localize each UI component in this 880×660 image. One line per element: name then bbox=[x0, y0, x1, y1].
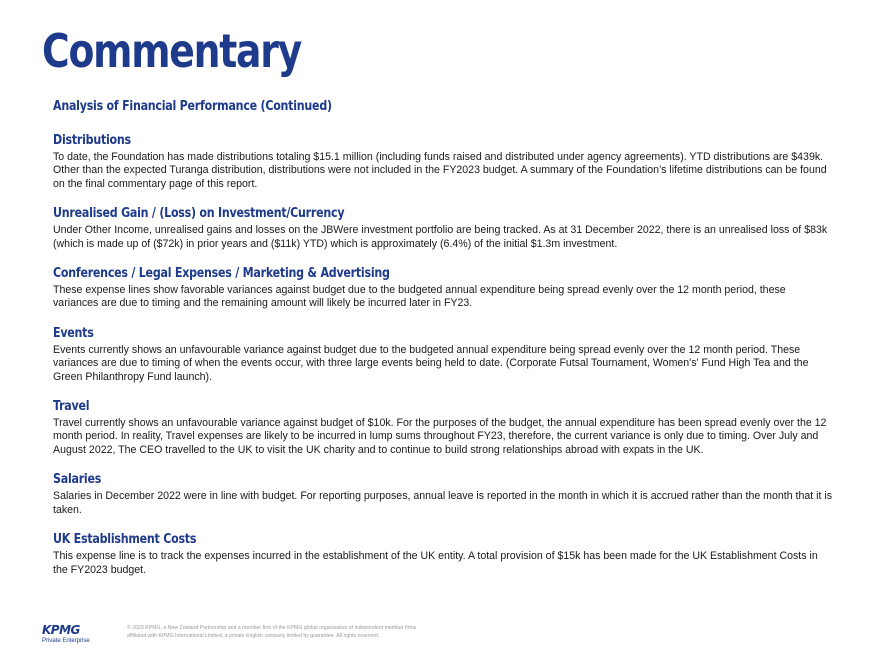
section-body: This expense line is to track the expenses incurred in the establishment of the UK entity. A total provision of $15k has been made for the UK Establishment Costs in the FY2023 budget. bbox=[53, 550, 818, 576]
commentary-content bbox=[53, 98, 833, 591]
section-uk-establishment-costs bbox=[53, 531, 833, 577]
section-body: To date, the Foundation has made distributions totaling $15.1 million (including funds raised and distributed under agency agreements). YTD distributions are $439k. Other than the expected Turanga distribution, distributions were not included in the FY2023 budget. A summary of the Foundation’s lifetime distributions can be found on the final commentary page of this report. bbox=[53, 151, 827, 190]
section-body: Travel currently shows an unfavourable variance against budget of $10k. For the purposes of the budget, the annual expenditure has been spread evenly over the 12 month period. In reality, Travel expenses are likely to be incurred in lump sums throughout FY23, therefore, the current variance is only due to timing. Over July and August 2022, The CEO travelled to the UK to visit the UK charity and to continue to build strong relationships abroad with expats in the UK. bbox=[53, 417, 827, 456]
section-heading: Distributions bbox=[53, 132, 131, 148]
section-events bbox=[53, 325, 833, 384]
section-heading: Salaries bbox=[53, 471, 102, 488]
logo-wordmark: KPMG bbox=[42, 623, 80, 637]
section-body: Salaries in December 2022 were in line with budget. For reporting purposes, annual leave is reported in the month in which it is accrued rather than the month that it is taken. bbox=[53, 490, 833, 516]
kpmg-logo bbox=[42, 623, 102, 644]
section-body: Under Other Income, unrealised gains and losses on the JBWere investment portfolio are being tracked. As at 31 December 2022, there is an unrealised loss of $83k (which is made up of ($72k) in prior years and ($11k) YTD) which is approximately (6.4%) of the initial $1.3m investment. bbox=[53, 224, 828, 250]
copyright-line: © 2023 KPMG, a New Zealand Partnership and a member firm of the KPMG global organisation of independent member firms bbox=[127, 625, 417, 631]
logo-subtext: Private Enterprise bbox=[42, 638, 90, 644]
section-heading: UK Establishment Costs bbox=[53, 531, 197, 548]
copyright-line: affiliated with KPMG International Limited, a private English company limited by guarantee. All rights reserved. bbox=[127, 633, 380, 639]
section-conferences-legal-marketing bbox=[53, 265, 833, 311]
section-body: These expense lines show favorable variances against budget due to the budgeted annual expenditure being spread evenly over the 12 month period, these variances are due to timing and the remaining amount will likely be incurred later in FY23. bbox=[53, 284, 786, 310]
page-subtitle: Analysis of Financial Performance (Continued) bbox=[53, 98, 332, 114]
section-heading: Unrealised Gain / (Loss) on Investment/Currency bbox=[53, 205, 345, 222]
page-title: Commentary bbox=[42, 24, 302, 78]
page-footer bbox=[42, 621, 842, 651]
copyright-notice bbox=[127, 624, 527, 640]
section-unrealised-gain-loss bbox=[53, 205, 833, 251]
section-travel bbox=[53, 398, 833, 457]
section-heading: Travel bbox=[53, 398, 90, 415]
section-distributions bbox=[53, 132, 833, 191]
section-salaries bbox=[53, 471, 833, 517]
section-heading: Events bbox=[53, 324, 94, 341]
section-body: Events currently shows an unfavourable variance against budget due to the budgeted annual expenditure being spread evenly over the 12 month period. These variances are due to timing of when the events occur, with three large events being held to date. (Corporate Futsal Tournament, Women's' Fund High Tea and the Green Philanthropy Fund launch). bbox=[53, 343, 809, 383]
section-heading: Conferences / Legal Expenses / Marketing & Advertising bbox=[53, 265, 390, 282]
